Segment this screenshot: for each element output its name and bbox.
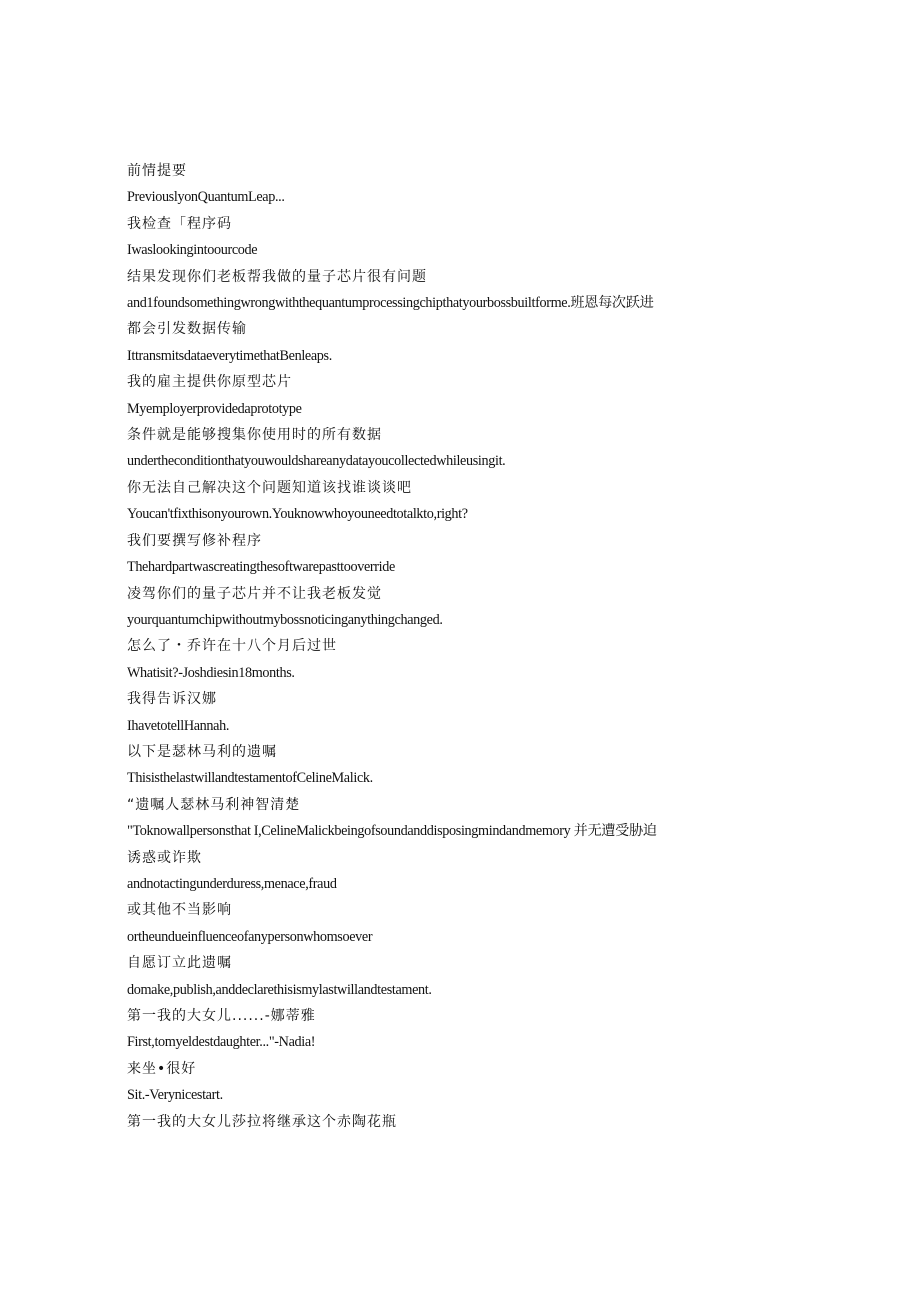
- text-line: Youcan'tfixthisonyourown.Youknowwhoyouneedtotalkto,right?: [127, 506, 468, 523]
- text-line: 结果发现你们老板帮我做的量子芯片很有问题: [127, 268, 427, 285]
- document-body: [127, 158, 787, 1135]
- text-line: undertheconditionthatyouwouldshareanydatayoucollectedwhileusingit.: [127, 453, 506, 470]
- text-line: Myemployerprovidedaprototype: [127, 400, 302, 417]
- text-line: 第一我的大女儿莎拉将继承这个赤陶花瓶: [127, 1113, 397, 1130]
- text-line: 凌驾你们的量子芯片并不让我老板发觉: [127, 585, 382, 602]
- text-line: 怎么了・乔许在十八个月后过世: [127, 638, 337, 655]
- text-line: “遗嘱人瑟林马利神智清楚: [127, 796, 301, 813]
- text-line: andnotactingunderduress,menace,fraud: [127, 875, 337, 892]
- text-line: 你无法自己解决这个问题知道该找谁谈谈吧: [127, 479, 412, 496]
- text-line: 第一我的大女儿......-娜蒂雅: [127, 1008, 316, 1024]
- text-line: 前情提要: [127, 163, 187, 179]
- text-line: 诱惑或诈欺: [127, 849, 202, 866]
- text-line: Iwaslookingintoourcode: [127, 242, 258, 259]
- text-line: 都会引发数据传输: [127, 321, 247, 338]
- text-line: Sit.-Verynicestart.: [127, 1087, 223, 1104]
- text-line: 我得告诉汉娜: [127, 691, 217, 708]
- text-line: Thehardpartwascreatingthesoftwarepasttooverride: [127, 559, 395, 576]
- text-line: 条件就是能够搜集你使用时的所有数据: [127, 427, 382, 444]
- text-line: ortheundueinfluenceofanypersonwhomsoever: [127, 928, 373, 945]
- text-line: 或其他不当影响: [127, 902, 232, 919]
- text-line: "Toknowallpersonsthat I,CelineMalickbeingofsoundanddisposingmindandmemory 并无遭受胁迫: [127, 823, 657, 840]
- text-line: 我们要撰写修补程序: [127, 532, 262, 549]
- text-line: yourquantumchipwithoutmybossnoticinganythingchanged.: [127, 611, 443, 628]
- text-line: Whatisit?-Joshdiesin18months.: [127, 664, 295, 681]
- text-line: 我的雇主提供你原型芯片: [127, 374, 292, 391]
- text-line: IhavetotellHannah.: [127, 717, 230, 734]
- text-line: 来坐•很好: [127, 1060, 197, 1077]
- text-line: 以下是瑟林马利的遗嘱: [127, 743, 277, 760]
- text-line: ThisisthelastwillandtestamentofCelineMalick.: [127, 770, 373, 787]
- text-line: First,tomyeldestdaughter..."-Nadia!: [127, 1034, 316, 1051]
- text-line: 我检查「程序码: [127, 215, 232, 232]
- text-line: domake,publish,anddeclarethisismylastwillandtestament.: [127, 981, 432, 998]
- text-line: 自愿订立此遗嘱: [127, 955, 232, 972]
- text-line: IttransmitsdataeverytimethatBenleaps.: [127, 347, 332, 364]
- text-line: PreviouslyonQuantumLeap...: [127, 189, 285, 206]
- text-line: and1foundsomethingwrongwiththequantumprocessingchipthatyourbossbuiltforme.班恩每次跃进: [127, 295, 654, 312]
